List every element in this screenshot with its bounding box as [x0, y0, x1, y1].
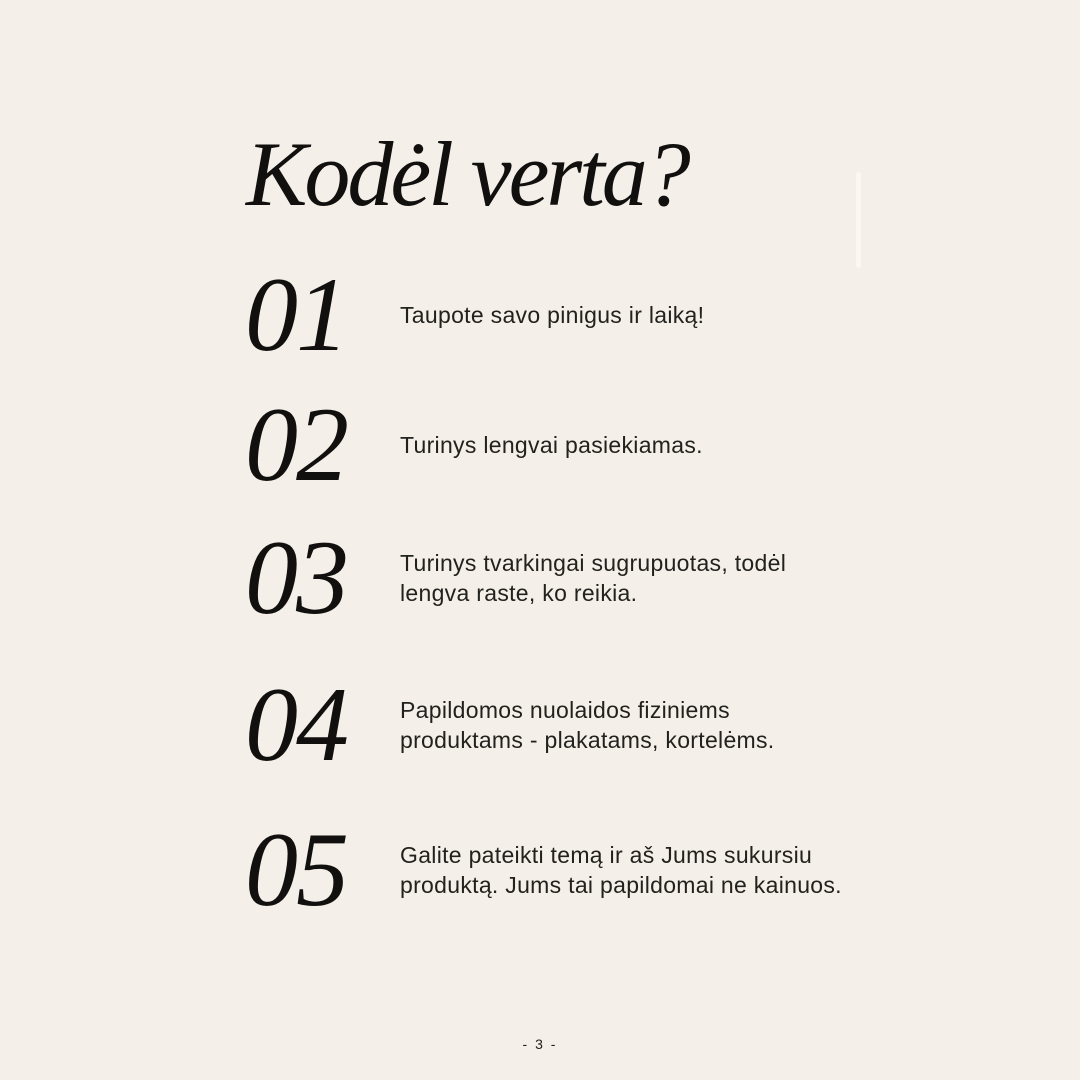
- list-item: [245, 666, 925, 784]
- list-item-number: 05: [245, 811, 347, 929]
- list-item: [245, 519, 925, 637]
- list-item-number: 03: [245, 519, 347, 637]
- list-item-text: Papildomos nuolaidos fiziniems produktams - plakatams, kortelėms.: [400, 697, 775, 753]
- list-item: [245, 256, 925, 374]
- list-item-text: Galite pateikti temą ir aš Jums sukursiu produktą. Jums tai papildomai ne kainuos.: [400, 842, 842, 898]
- page-number: - 3 -: [522, 1036, 558, 1052]
- list-item-text: Turinys tvarkingai sugrupuotas, todėl lengva raste, ko reikia.: [400, 550, 787, 606]
- list-item-number: 04: [245, 666, 347, 784]
- page-title: Kodėl verta?: [246, 123, 688, 225]
- decorative-vertical-bar: [856, 172, 861, 268]
- list-item-text: Turinys lengvai pasiekiamas.: [400, 432, 703, 458]
- list-item-number: 01: [245, 256, 347, 374]
- list-item: [245, 386, 925, 504]
- list-item: [245, 811, 925, 929]
- list-item-text: Taupote savo pinigus ir laiką!: [400, 302, 705, 328]
- list-item-number: 02: [245, 386, 347, 504]
